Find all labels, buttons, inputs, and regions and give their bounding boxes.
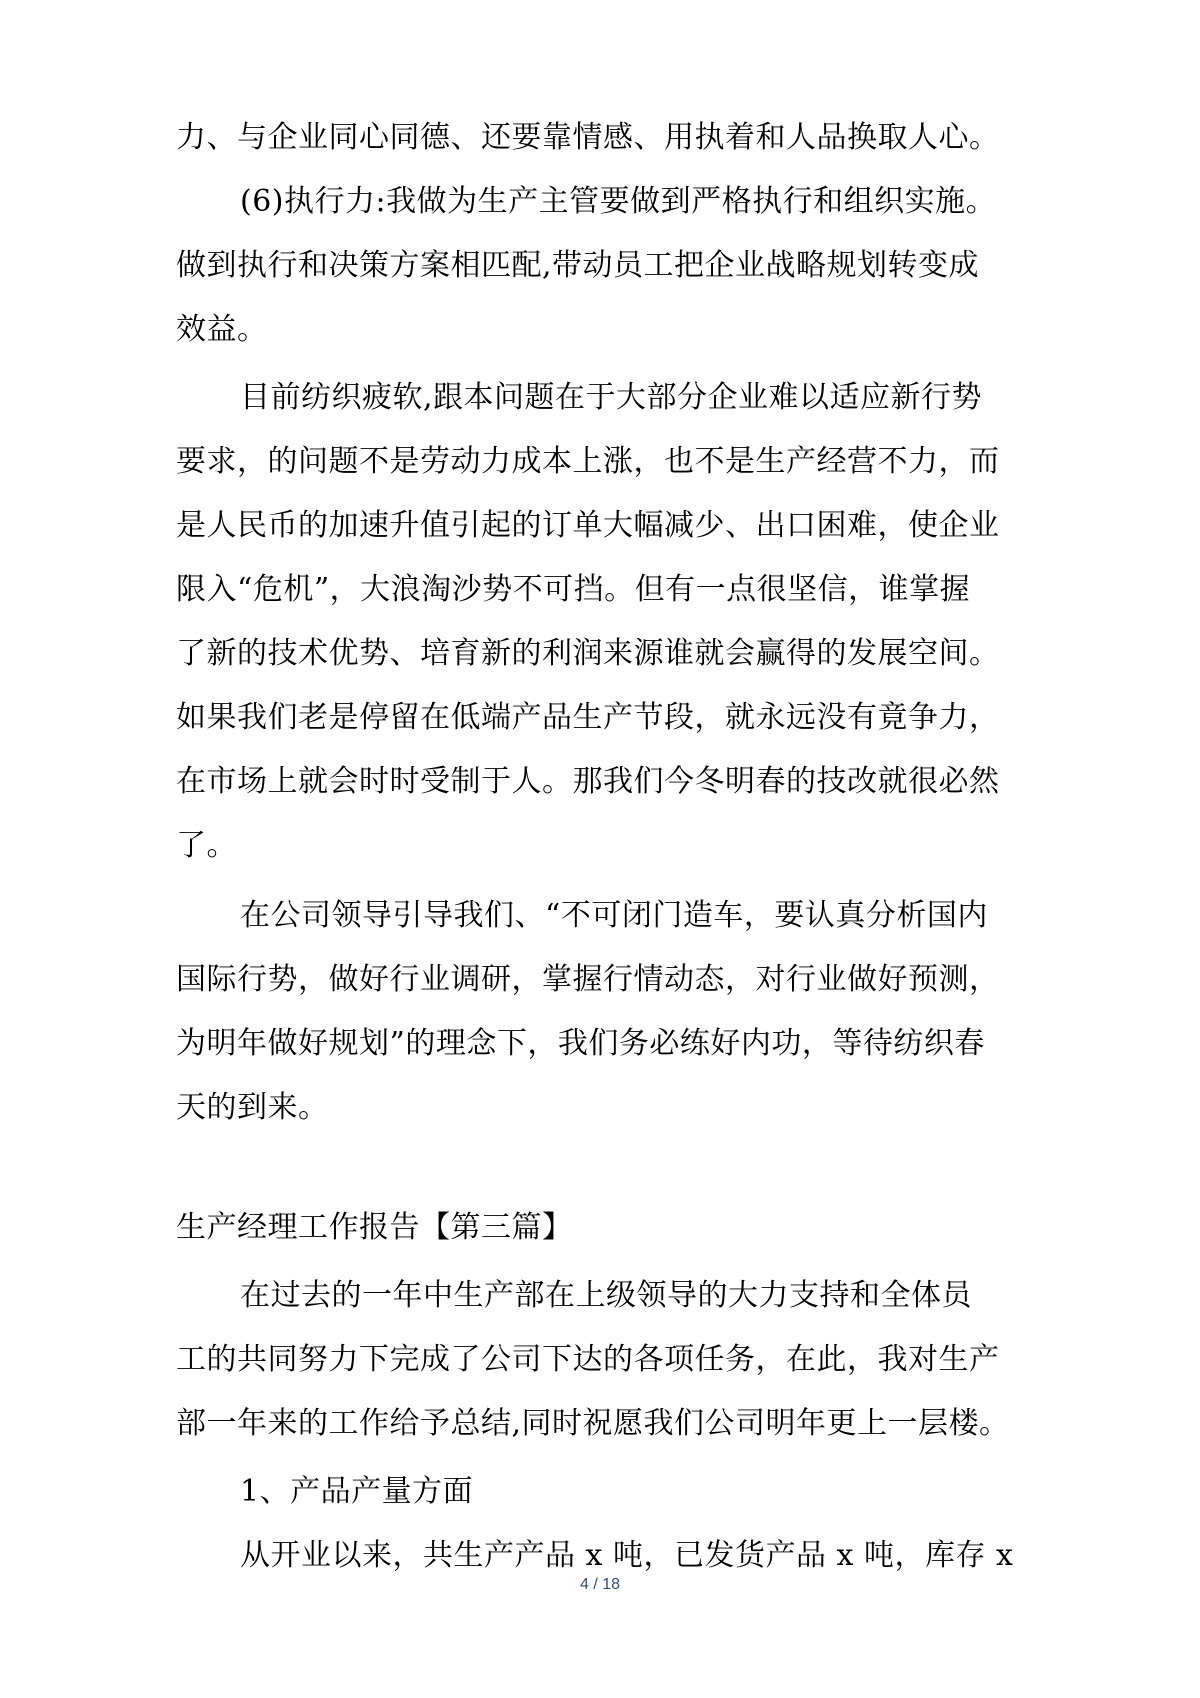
text-line: 了。: [176, 828, 237, 863]
text-line: 是人民币的加速升值引起的订单大幅减少、出口困难，使企业: [176, 508, 1000, 543]
text-line: 在过去的一年中生产部在上级领导的大力支持和全体员: [240, 1278, 972, 1313]
text-line: 在公司领导引导我们、“不可闭门造车，要认真分析国内: [240, 898, 988, 933]
text-line: 限入“危机”，大浪淘沙势不可挡。但有一点很坚信，谁掌握: [176, 572, 971, 607]
text-line: 力、与企业同心同德、还要靠情感、用执着和人品换取人心。: [176, 120, 1000, 155]
text-line: 要求，的问题不是劳动力成本上涨，也不是生产经营不力，而: [176, 444, 1000, 479]
text-line: 从开业以来，共生产产品 x 吨，已发货产品 x 吨，库存 x: [240, 1538, 1014, 1573]
section-heading: 生产经理工作报告【第三篇】: [176, 1210, 573, 1245]
text-line: 效益。: [176, 312, 268, 347]
text-line: 了新的技术优势、培育新的利润来源谁就会赢得的发展空间。: [176, 636, 1000, 671]
page-number: 4 / 18: [579, 1576, 621, 1593]
text-line: (6)执行力:我做为生产主管要做到严格执行和组织实施。: [240, 184, 997, 219]
text-line: 天的到来。: [176, 1090, 329, 1125]
text-line: 国际行势，做好行业调研，掌握行情动态，对行业做好预测，: [176, 962, 1000, 997]
text-line: 工的共同努力下完成了公司下达的各项任务，在此，我对生产: [176, 1342, 1000, 1377]
text-line: 为明年做好规划”的理念下，我们务必练好内功，等待纺织春: [176, 1026, 985, 1061]
text-line: 目前纺织疲软,跟本问题在于大部分企业难以适应新行势: [240, 380, 983, 415]
text-line: 做到执行和决策方案相匹配,带动员工把企业战略规划转变成: [176, 248, 980, 283]
text-line: 部一年来的工作给予总结,同时祝愿我们公司明年更上一层楼。: [176, 1406, 1010, 1441]
text-line: 如果我们老是停留在低端产品生产节段，就永远没有竟争力，: [176, 700, 1000, 735]
subsection-heading: 1、产品产量方面: [240, 1474, 474, 1509]
text-line: 在市场上就会时时受制于人。那我们今冬明春的技改就很必然: [176, 764, 1000, 799]
